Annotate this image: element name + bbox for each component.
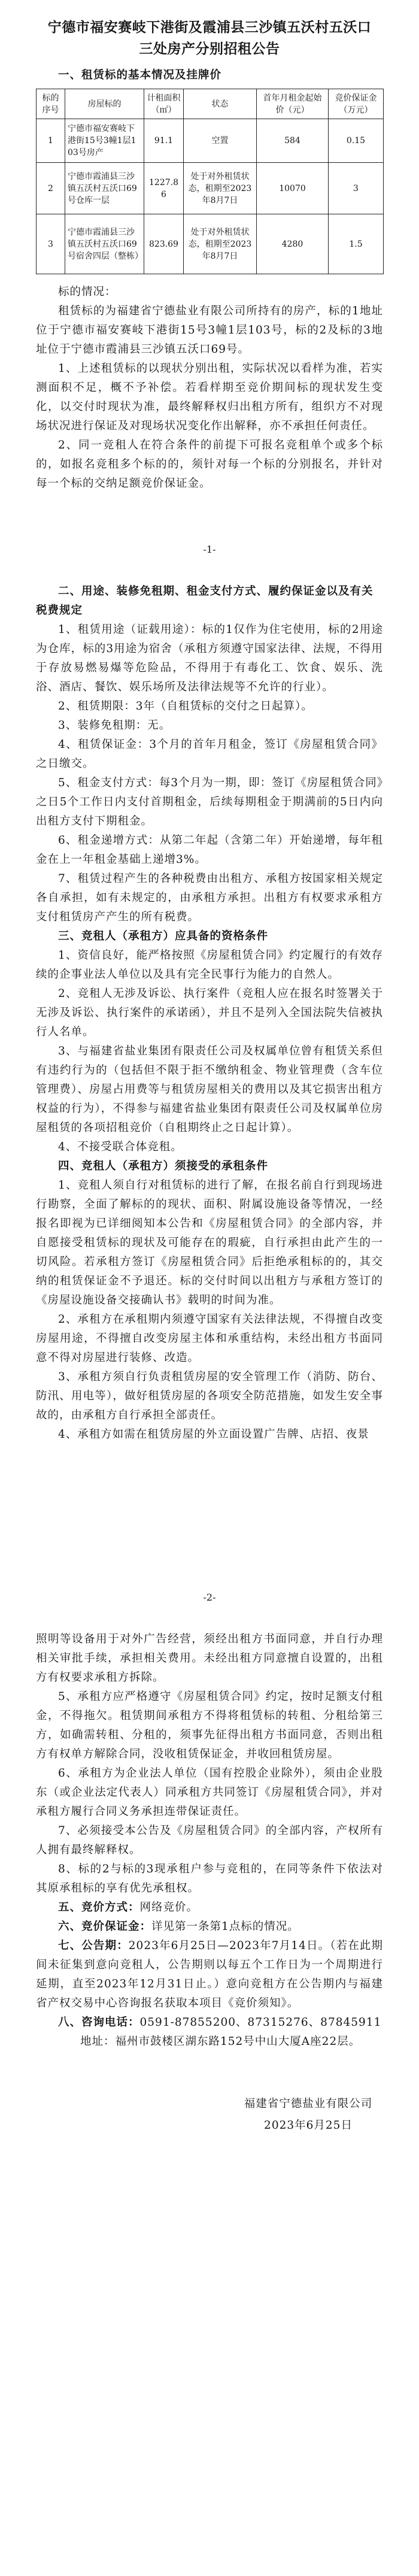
section-7-announcement-period [36,1936,383,2013]
cell-status: 处于对外租赁状态，租期至2023年8月7日 [184,214,257,274]
section-3-item-1: 1、资信良好，能严格按照《房屋租赁合同》约定履行的有效存续的企事业法人单位以及具有完全民事行为能力的自然人。 [36,949,383,981]
subject-situation-paragraph: 租赁标的为福建省宁德盐业有限公司所持有的房产，标的1地址位于宁德市福安赛岐下港街15号3幢1层103号，标的2及标的3地址位于宁德市霞浦县三沙镇五沃口69号。 [36,305,383,356]
header-subject-no: 标的序号 [37,89,65,119]
section-5-bidding-method [36,1898,383,1917]
section-4-item-5: 5、承租方应严格遵守《房屋租赁合同》约定，按时足额支付租金，不得拖欠。租赁期间承租方不得将租赁标的转租、分租给第三方，如确需转租、分租的，须事先征得出租方书面同意，否则出租方有权单方解除合同，没收租赁保证金，并收回租赁房屋。 [36,1690,383,1760]
section-4-item-4-start: 4、承租方如需在租赁房屋的外立面设置广告牌、店招、夜景 [58,1428,369,1441]
cell-starting-rent: 584 [257,119,329,163]
section-5-label: 五、竞价方式： [58,1901,140,1914]
section-2-item-5: 5、租金支付方式：每3个月为一期，即：签订《房屋租赁合同》之日5个工作日内支付首期租金，后续每期租金于期满前的5日内向出租方支付下期租金。 [36,777,383,828]
cell-property: 宁德市霞浦县三沙镇五沃村五沃口69号仓库一层 [65,163,144,214]
subject-situation-label: 标的情况： [58,286,117,298]
header-property: 房屋标的 [65,89,144,119]
header-status: 状态 [184,89,257,119]
section-1-heading: 一、租赁标的基本情况及挂牌价 [58,69,222,81]
section-5-text: 网络竞价。 [139,1901,199,1914]
cell-area: 91.1 [144,119,184,163]
table-header-row [37,89,384,119]
cell-subject-no: 1 [37,119,65,163]
table-row [37,119,384,163]
cell-deposit: 0.15 [329,119,384,163]
cell-deposit: 3 [329,163,384,214]
section-4-item-4-continued: 照明等设备用于对外广告经营，须经出租方书面同意，并自行办理相关审批手续，承担相关费用。未经出租方同意擅自设置的，出租方有权要求承租方拆除。 [36,1633,383,1684]
issue-date: 2023年6月25日 [264,2119,353,2132]
issuer-organization: 福建省宁德盐业有限公司 [244,2098,373,2110]
cell-subject-no: 2 [37,163,65,214]
subject-note-1: 1、上述租赁标的以现状分别出租，实际状况以看样为准，若实测面积不足，概不予补偿。若看样期至竞价期间标的现状发生变化，以交付时现状为准，最终解释权归出租方所有，组织方不对现场状况进行保证及对现场状况变化作出解释，亦不承担任何责任。 [36,362,383,432]
section-3-item-2: 2、竞租人无涉及诉讼、执行案件（竞租人应在报名时签署关于无涉及诉讼、执行案件的承诺函），并且不是列入全国法院失信被执行人名单。 [36,987,383,1038]
section-4-item-2: 2、承租方在承租期内须遵守国家有关法律法规，不得擅自改变房屋用途，不得擅自改变房屋主体和承重结构，未经出租方书面同意不得对房屋进行装修、改造。 [36,1313,383,1364]
section-2-heading: 二、用途、装修免租期、租金支付方式、履约保证金以及有关税费规定 [36,585,374,617]
section-2-item-6: 6、租金递增方式：从第二年起（含第二年）开始递增，每年租金在上一年租金基础上递增3%。 [36,834,383,866]
cell-starting-rent: 10070 [257,163,329,214]
table-row [37,214,384,274]
cell-status: 空置 [184,119,257,163]
section-8-phone-numbers: 0591-87855200、87315276、87845911 [139,2016,382,2029]
contact-address: 地址：福州市鼓楼区湖东路152号中山大厦A座22层。 [80,2035,361,2048]
cell-status: 处于对外租赁状态，租期至2023年8月7日 [184,163,257,214]
section-2-item-7: 7、租赁过程产生的各种税费由出租方、承租方按国家相关规定各自承担，如有未规定的，由承租方承担。出租方有权要求承租方支付租赁房产产生的所有税费。 [36,872,383,923]
section-2-item-4: 4、租赁保证金：3个月的首年月租金，签订《房屋租赁合同》之日缴交。 [36,738,383,770]
signature-block [233,2093,383,2136]
section-2-item-3: 3、装修免租期：无。 [58,719,171,732]
header-deposit: 竞价保证金（万元） [329,89,384,119]
title-line-2: 三处房产分别招租公告 [139,41,280,57]
header-area: 计租面积（㎡） [144,89,184,119]
page-number-1: -1- [203,544,216,555]
section-3-heading: 三、竞租人（承租方）应具备的资格条件 [58,930,269,942]
section-7-text: 2023年6月25日—2023年7月14日。（若在此期间未征集到意向竞租人，公告期则以每五个工作日为一个周期进行延期，直至2023年12月31日止。）意向竞租方在公告期内与福建省产权交易中心咨询报名获取本项目《竞价须知》。 [36,1939,383,2010]
section-4-item-3: 3、承租方须自行负责租赁房屋的安全管理工作（消防、防台、防汛、用电等），做好租赁房屋的各项安全防范措施，如发生安全事故的，由承租方自行承担全部责任。 [36,1371,383,1422]
section-2-item-1: 1、租赁用途（证载用途）：标的1仅作为住宅使用，标的2用途为仓库，标的3用途为宿舍（承租方须遵守国家法律、法规，不得用于存放易燃易爆等危险品，不得用于有毒化工、饮食、娱乐、洗浴、酒店、餐饮、娱乐场所及法律法规等不允许的行业）。 [36,623,383,693]
table-row [37,163,384,214]
cell-property: 宁德市福安赛岐下港街15号3幢1层103号房产 [65,119,144,163]
section-6-text: 详见第一条第1点标的情况。 [151,1920,299,1933]
lease-subject-table [36,89,384,274]
cell-starting-rent: 4280 [257,214,329,274]
section-2-item-2: 2、租赁期限：3年（自租赁标的交付之日起算）。 [58,700,313,713]
section-7-label: 七、公告期： [58,1939,129,1952]
cell-area: 823.69 [144,214,184,274]
section-8-label: 八、咨询电话： [58,2016,140,2029]
section-6-bid-deposit [36,1917,383,1936]
cell-area: 1227.86 [144,163,184,214]
section-8-contact-phone [36,2013,383,2032]
cell-subject-no: 3 [37,214,65,274]
section-4-heading: 四、竞租人（承租方）须接受的承租条件 [58,1160,269,1172]
section-6-label: 六、竞价保证金： [58,1920,152,1933]
page-2 [0,569,419,1617]
cell-property: 宁德市霞浦县三沙镇五沃村五沃口69号宿舍四层（整栋） [65,214,144,274]
page-3 [0,1617,419,2576]
document-title [36,17,383,60]
section-4-item-1: 1、竞租人须自行对租赁标的进行了解，在报名前自行到现场进行勘察，全面了解标的的现状、面积、附属设施设备等情况，一经报名即视为已详细阅知本公告和《房屋租赁合同》的全部内容，并自愿接受租赁标的现状及可能存在的瑕疵，自行承担由此产生的一切风险。若承租方签订《房屋租赁合同》后拒绝承租标的的，其交纳的租赁保证金不予退还。标的交付时间以出租方与承租方签订的《房屋设施设备交接确认书》载明的时间为准。 [36,1179,383,1307]
section-3-item-3: 3、与福建省盐业集团有限责任公司及权属单位曾有租赁关系但有违约行为的（包括但不限于拒不缴纳租金、物业管理费（含车位管理费）、房屋占用费等与租赁房屋相关的费用以及其它损害出租方权益的行为），不得参与福建省盐业集团有限责任公司及权属单位房屋租赁的各项招租竞价（自租期终止之日起计算）。 [36,1045,383,1134]
header-starting-rent: 首年月租金起始价（元） [257,89,329,119]
cell-deposit: 1.5 [329,214,384,274]
page-number-2: -2- [203,1592,216,1603]
section-4-item-8: 8、标的2与标的3现承租户参与竞租的，在同等条件下依法对其原承租标的享有优先承租权。 [36,1863,383,1895]
section-4-item-6: 6、承租方为企业法人单位（国有控股企业除外），须由企业股东（或企业法定代表人）同承租方共同签订《房屋租赁合同》，并对承租方履行合同义务承担连带保证责任。 [36,1767,383,1818]
page-1 [0,0,419,569]
section-4-item-7: 7、必须接受本公告及《房屋租赁合同》的全部内容，产权所有人拥有最终解释权。 [36,1825,383,1856]
title-line-1: 宁德市福安赛岐下港街及霞浦县三沙镇五沃村五沃口 [47,19,372,35]
subject-note-2: 2、同一竞租人在符合条件的前提下可报名竞租单个或多个标的，如报名竞租多个标的的，须针对每一个标的分别报名，并针对每一个标的交纳足额竞价保证金。 [36,439,383,490]
section-3-item-4: 4、不接受联合体竞租。 [58,1141,183,1153]
